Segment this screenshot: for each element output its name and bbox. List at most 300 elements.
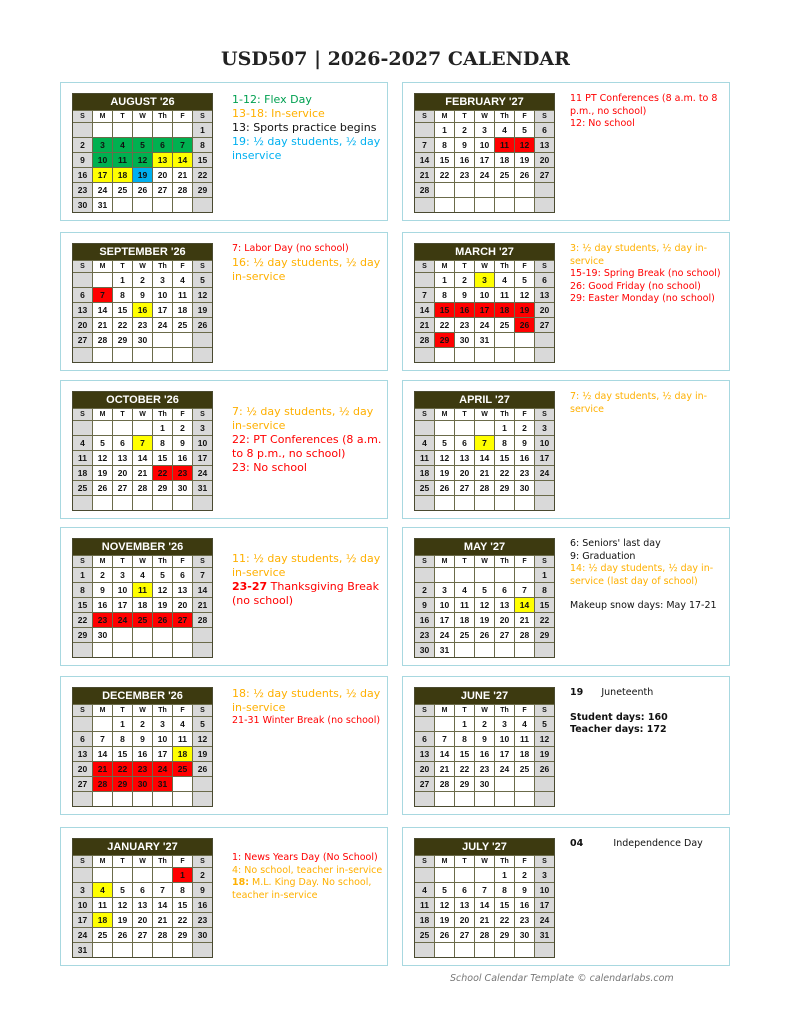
empty-cell <box>415 868 434 882</box>
day-cell: 16 <box>133 303 152 317</box>
weekday-label: Th <box>153 111 172 122</box>
day-cell: 22 <box>193 168 212 182</box>
month-calendar <box>414 243 555 363</box>
day-cell: 13 <box>113 451 132 465</box>
empty-cell <box>475 643 494 657</box>
note-text: 7: Labor Day (no school) <box>232 243 349 254</box>
day-grid <box>73 555 212 657</box>
month-notes <box>232 243 384 284</box>
day-cell: 10 <box>73 898 92 912</box>
day-cell: 1 <box>455 717 474 731</box>
day-cell: 26 <box>435 928 454 942</box>
weekday-label: F <box>173 705 192 716</box>
day-cell: 6 <box>455 883 474 897</box>
weekday-label: Th <box>153 556 172 567</box>
day-cell: 10 <box>535 883 554 897</box>
day-cell: 26 <box>93 481 112 495</box>
empty-cell <box>535 198 554 212</box>
empty-cell <box>133 643 152 657</box>
weekday-label: T <box>113 409 132 420</box>
weekday-label: S <box>193 856 212 867</box>
empty-cell <box>455 421 474 435</box>
note-text: 4: No school, teacher in-service <box>232 864 383 876</box>
weekday-label: Th <box>495 111 514 122</box>
day-cell: 4 <box>113 138 132 152</box>
weekday-label: S <box>193 261 212 272</box>
day-cell: 6 <box>173 568 192 582</box>
month-title: JUNE '27 <box>415 688 554 704</box>
day-cell: 3 <box>475 273 494 287</box>
day-cell: 2 <box>73 138 92 152</box>
day-cell: 23 <box>475 762 494 776</box>
empty-cell <box>435 496 454 510</box>
empty-cell <box>113 868 132 882</box>
day-cell: 1 <box>435 273 454 287</box>
day-cell: 4 <box>173 717 192 731</box>
empty-cell <box>93 496 112 510</box>
empty-cell <box>133 868 152 882</box>
day-cell: 3 <box>153 717 172 731</box>
day-grid <box>415 260 554 362</box>
day-cell: 27 <box>455 928 474 942</box>
empty-cell <box>173 198 192 212</box>
weekday-label: M <box>93 261 112 272</box>
empty-cell <box>455 496 474 510</box>
note-text: 15-19: Spring Break (no school) <box>570 268 721 279</box>
empty-cell <box>475 183 494 197</box>
empty-cell <box>113 496 132 510</box>
empty-cell <box>495 333 514 347</box>
empty-cell <box>133 943 152 957</box>
day-cell: 7 <box>93 288 112 302</box>
day-cell: 8 <box>73 583 92 597</box>
weekday-label: M <box>93 111 112 122</box>
note-text: Juneteenth <box>583 687 654 698</box>
day-cell: 27 <box>113 481 132 495</box>
day-cell: 5 <box>435 883 454 897</box>
empty-cell <box>153 943 172 957</box>
day-cell: 1 <box>495 421 514 435</box>
day-cell: 21 <box>515 613 534 627</box>
note-text: 14: ½ day students, ½ day in-service (last day of school) <box>570 563 714 587</box>
day-cell: 26 <box>535 762 554 776</box>
weekday-label: W <box>133 111 152 122</box>
empty-cell <box>455 943 474 957</box>
day-cell: 27 <box>495 628 514 642</box>
empty-cell <box>133 421 152 435</box>
day-cell: 9 <box>93 583 112 597</box>
day-cell: 28 <box>93 333 112 347</box>
day-cell: 8 <box>435 138 454 152</box>
day-cell: 5 <box>193 717 212 731</box>
day-cell: 24 <box>435 628 454 642</box>
day-cell: 29 <box>495 481 514 495</box>
note-bold: 19 <box>570 687 584 698</box>
day-cell: 13 <box>415 747 434 761</box>
day-cell: 7 <box>193 568 212 582</box>
note-item <box>570 281 722 294</box>
day-cell: 22 <box>535 613 554 627</box>
empty-cell <box>455 643 474 657</box>
day-cell: 17 <box>93 168 112 182</box>
month-panel <box>402 232 730 371</box>
day-cell: 7 <box>93 732 112 746</box>
day-cell: 23 <box>455 168 474 182</box>
day-cell: 24 <box>153 318 172 332</box>
note-text: Thanksgiving Break (no school) <box>232 580 383 607</box>
note-text: 9: Graduation <box>570 550 636 562</box>
empty-cell <box>113 943 132 957</box>
month-calendar <box>72 391 213 511</box>
day-cell: 25 <box>73 481 92 495</box>
note-item <box>570 563 722 588</box>
day-cell: 2 <box>455 273 474 287</box>
day-cell: 11 <box>515 732 534 746</box>
day-cell: 26 <box>515 318 534 332</box>
month-notes <box>570 687 722 737</box>
day-cell: 8 <box>113 288 132 302</box>
empty-cell <box>435 348 454 362</box>
month-title: AUGUST '26 <box>73 94 212 110</box>
empty-cell <box>193 348 212 362</box>
weekday-label: F <box>515 856 534 867</box>
weekday-label: T <box>455 261 474 272</box>
empty-cell <box>535 943 554 957</box>
weekday-label: M <box>435 409 454 420</box>
day-cell: 23 <box>93 613 112 627</box>
weekday-label: M <box>435 556 454 567</box>
month-calendar <box>414 93 555 213</box>
day-cell: 28 <box>93 777 112 791</box>
day-cell: 21 <box>93 762 112 776</box>
empty-cell <box>73 717 92 731</box>
month-title: MARCH '27 <box>415 244 554 260</box>
day-cell: 30 <box>515 481 534 495</box>
day-cell: 9 <box>475 732 494 746</box>
day-cell: 24 <box>475 318 494 332</box>
note-item <box>232 93 384 107</box>
day-cell: 5 <box>535 717 554 731</box>
note-text: 12: No school <box>570 118 635 129</box>
empty-cell <box>515 496 534 510</box>
empty-cell <box>173 943 192 957</box>
day-cell: 5 <box>435 436 454 450</box>
day-cell: 7 <box>475 883 494 897</box>
month-panel <box>402 82 730 221</box>
empty-cell <box>153 198 172 212</box>
empty-cell <box>173 777 192 791</box>
day-cell: 24 <box>113 613 132 627</box>
day-cell: 20 <box>73 762 92 776</box>
day-cell: 5 <box>193 273 212 287</box>
weekday-label: F <box>173 409 192 420</box>
month-calendar <box>72 243 213 363</box>
day-cell: 5 <box>515 273 534 287</box>
empty-cell <box>515 792 534 806</box>
empty-cell <box>93 943 112 957</box>
empty-cell <box>73 421 92 435</box>
day-cell: 29 <box>535 628 554 642</box>
empty-cell <box>415 421 434 435</box>
weekday-label: T <box>455 556 474 567</box>
day-cell: 18 <box>133 598 152 612</box>
day-cell: 19 <box>133 168 152 182</box>
day-cell: 7 <box>415 288 434 302</box>
day-cell: 15 <box>455 747 474 761</box>
day-cell: 3 <box>93 138 112 152</box>
day-cell: 4 <box>455 583 474 597</box>
day-cell: 21 <box>415 318 434 332</box>
weekday-label: S <box>535 556 554 567</box>
day-cell: 3 <box>193 421 212 435</box>
day-cell: 24 <box>93 183 112 197</box>
weekday-label: S <box>415 261 434 272</box>
day-cell: 6 <box>113 436 132 450</box>
day-grid <box>73 855 212 957</box>
day-cell: 10 <box>535 436 554 450</box>
empty-cell <box>93 348 112 362</box>
empty-cell <box>495 568 514 582</box>
day-cell: 29 <box>73 628 92 642</box>
day-cell: 28 <box>415 183 434 197</box>
day-cell: 12 <box>435 451 454 465</box>
empty-cell <box>133 792 152 806</box>
note-item <box>232 121 384 135</box>
day-cell: 4 <box>133 568 152 582</box>
empty-cell <box>535 481 554 495</box>
day-cell: 19 <box>475 613 494 627</box>
weekday-label: T <box>113 111 132 122</box>
day-cell: 16 <box>193 898 212 912</box>
day-cell: 18 <box>93 913 112 927</box>
day-cell: 16 <box>515 451 534 465</box>
month-panel <box>60 827 388 966</box>
day-cell: 6 <box>415 732 434 746</box>
weekday-label: F <box>515 409 534 420</box>
empty-cell <box>133 496 152 510</box>
day-cell: 11 <box>113 153 132 167</box>
day-cell: 25 <box>455 628 474 642</box>
weekday-label: S <box>73 705 92 716</box>
weekday-label: F <box>173 856 192 867</box>
note-text: Makeup snow days: May 17-21 <box>570 600 717 611</box>
day-cell: 10 <box>93 153 112 167</box>
empty-cell <box>415 273 434 287</box>
empty-cell <box>193 792 212 806</box>
empty-cell <box>133 198 152 212</box>
empty-cell <box>495 643 514 657</box>
day-cell: 1 <box>173 868 192 882</box>
empty-cell <box>133 123 152 137</box>
weekday-label: S <box>535 856 554 867</box>
empty-cell <box>73 868 92 882</box>
empty-cell <box>435 421 454 435</box>
day-cell: 9 <box>515 883 534 897</box>
day-cell: 19 <box>515 153 534 167</box>
day-cell: 13 <box>495 598 514 612</box>
day-cell: 4 <box>73 436 92 450</box>
day-cell: 27 <box>73 333 92 347</box>
day-cell: 14 <box>173 153 192 167</box>
empty-cell <box>173 792 192 806</box>
day-cell: 25 <box>173 762 192 776</box>
month-title: SEPTEMBER '26 <box>73 244 212 260</box>
day-cell: 22 <box>495 913 514 927</box>
note-item <box>232 461 384 475</box>
empty-cell <box>535 777 554 791</box>
day-cell: 23 <box>73 183 92 197</box>
day-cell: 3 <box>495 717 514 731</box>
day-cell: 8 <box>495 436 514 450</box>
day-cell: 19 <box>113 913 132 927</box>
month-title: FEBRUARY '27 <box>415 94 554 110</box>
day-cell: 3 <box>435 583 454 597</box>
weekday-label: W <box>475 409 494 420</box>
empty-cell <box>193 943 212 957</box>
day-cell: 8 <box>495 883 514 897</box>
day-grid <box>73 110 212 212</box>
day-cell: 4 <box>415 883 434 897</box>
day-cell: 15 <box>435 153 454 167</box>
note-item <box>570 293 722 306</box>
empty-cell <box>475 792 494 806</box>
day-cell: 29 <box>455 777 474 791</box>
day-cell: 19 <box>193 747 212 761</box>
empty-cell <box>475 421 494 435</box>
day-cell: 2 <box>515 868 534 882</box>
weekday-label: W <box>133 409 152 420</box>
note-text: 7: ½ day students, ½ day in-service <box>232 405 377 432</box>
empty-cell <box>415 198 434 212</box>
day-cell: 21 <box>415 168 434 182</box>
weekday-label: F <box>515 705 534 716</box>
day-cell: 21 <box>475 466 494 480</box>
empty-cell <box>435 868 454 882</box>
note-bold: Student days: 160 <box>570 711 668 723</box>
empty-cell <box>153 496 172 510</box>
note-text: 11: ½ day students, ½ day in-service <box>232 552 384 579</box>
day-cell: 3 <box>535 868 554 882</box>
weekday-label: Th <box>153 705 172 716</box>
empty-cell <box>113 123 132 137</box>
note-item <box>570 687 722 700</box>
day-cell: 11 <box>133 583 152 597</box>
day-cell: 13 <box>535 138 554 152</box>
day-cell: 2 <box>475 717 494 731</box>
day-cell: 8 <box>113 732 132 746</box>
day-cell: 16 <box>73 168 92 182</box>
empty-cell <box>73 123 92 137</box>
weekday-label: Th <box>153 409 172 420</box>
day-cell: 4 <box>173 273 192 287</box>
day-cell: 9 <box>73 153 92 167</box>
day-cell: 11 <box>73 451 92 465</box>
day-cell: 15 <box>535 598 554 612</box>
day-cell: 16 <box>93 598 112 612</box>
day-cell: 10 <box>475 288 494 302</box>
month-panel <box>402 380 730 519</box>
day-cell: 8 <box>153 436 172 450</box>
day-cell: 25 <box>173 318 192 332</box>
day-cell: 27 <box>73 777 92 791</box>
weekday-label: W <box>133 856 152 867</box>
day-cell: 28 <box>193 613 212 627</box>
day-cell: 22 <box>113 318 132 332</box>
empty-cell <box>173 643 192 657</box>
day-cell: 30 <box>173 481 192 495</box>
note-text: 11 PT Conferences (8 a.m. to 8 p.m., no school) <box>570 93 721 117</box>
note-item <box>232 687 384 715</box>
empty-cell <box>475 943 494 957</box>
day-cell: 29 <box>113 777 132 791</box>
day-cell: 18 <box>415 466 434 480</box>
day-cell: 2 <box>455 123 474 137</box>
day-cell: 2 <box>133 717 152 731</box>
day-cell: 10 <box>495 732 514 746</box>
day-cell: 2 <box>415 583 434 597</box>
day-cell: 16 <box>415 613 434 627</box>
day-cell: 7 <box>435 732 454 746</box>
day-cell: 2 <box>515 421 534 435</box>
month-notes <box>232 838 384 902</box>
note-bold: 23-27 <box>232 580 268 593</box>
month-panel <box>60 527 388 666</box>
day-cell: 31 <box>435 643 454 657</box>
weekday-label: S <box>73 261 92 272</box>
note-item <box>570 838 722 851</box>
empty-cell <box>153 333 172 347</box>
note-item <box>570 600 722 613</box>
day-cell: 7 <box>153 883 172 897</box>
weekday-label: M <box>93 705 112 716</box>
note-text: 1: News Years Day (No School) <box>232 852 378 863</box>
day-cell: 3 <box>475 123 494 137</box>
day-cell: 28 <box>173 183 192 197</box>
day-cell: 11 <box>173 288 192 302</box>
weekday-label: Th <box>153 856 172 867</box>
day-cell: 27 <box>455 481 474 495</box>
day-cell: 24 <box>193 466 212 480</box>
empty-cell <box>535 792 554 806</box>
day-cell: 21 <box>153 913 172 927</box>
empty-cell <box>515 333 534 347</box>
day-cell: 30 <box>415 643 434 657</box>
day-cell: 21 <box>133 466 152 480</box>
day-cell: 14 <box>93 747 112 761</box>
day-grid <box>73 704 212 806</box>
day-cell: 1 <box>153 421 172 435</box>
day-cell: 28 <box>133 481 152 495</box>
empty-cell <box>475 198 494 212</box>
day-cell: 8 <box>173 883 192 897</box>
day-cell: 26 <box>113 928 132 942</box>
day-cell: 1 <box>495 868 514 882</box>
empty-cell <box>435 198 454 212</box>
note-text: M.L. King Day. No school, teacher in-service <box>232 877 375 901</box>
empty-cell <box>415 943 434 957</box>
empty-cell <box>93 792 112 806</box>
day-cell: 19 <box>435 466 454 480</box>
day-cell: 4 <box>415 436 434 450</box>
day-cell: 12 <box>475 598 494 612</box>
empty-cell <box>153 628 172 642</box>
day-cell: 16 <box>173 451 192 465</box>
day-cell: 27 <box>153 183 172 197</box>
empty-cell <box>93 717 112 731</box>
day-cell: 26 <box>435 481 454 495</box>
empty-cell <box>475 348 494 362</box>
day-cell: 26 <box>153 613 172 627</box>
